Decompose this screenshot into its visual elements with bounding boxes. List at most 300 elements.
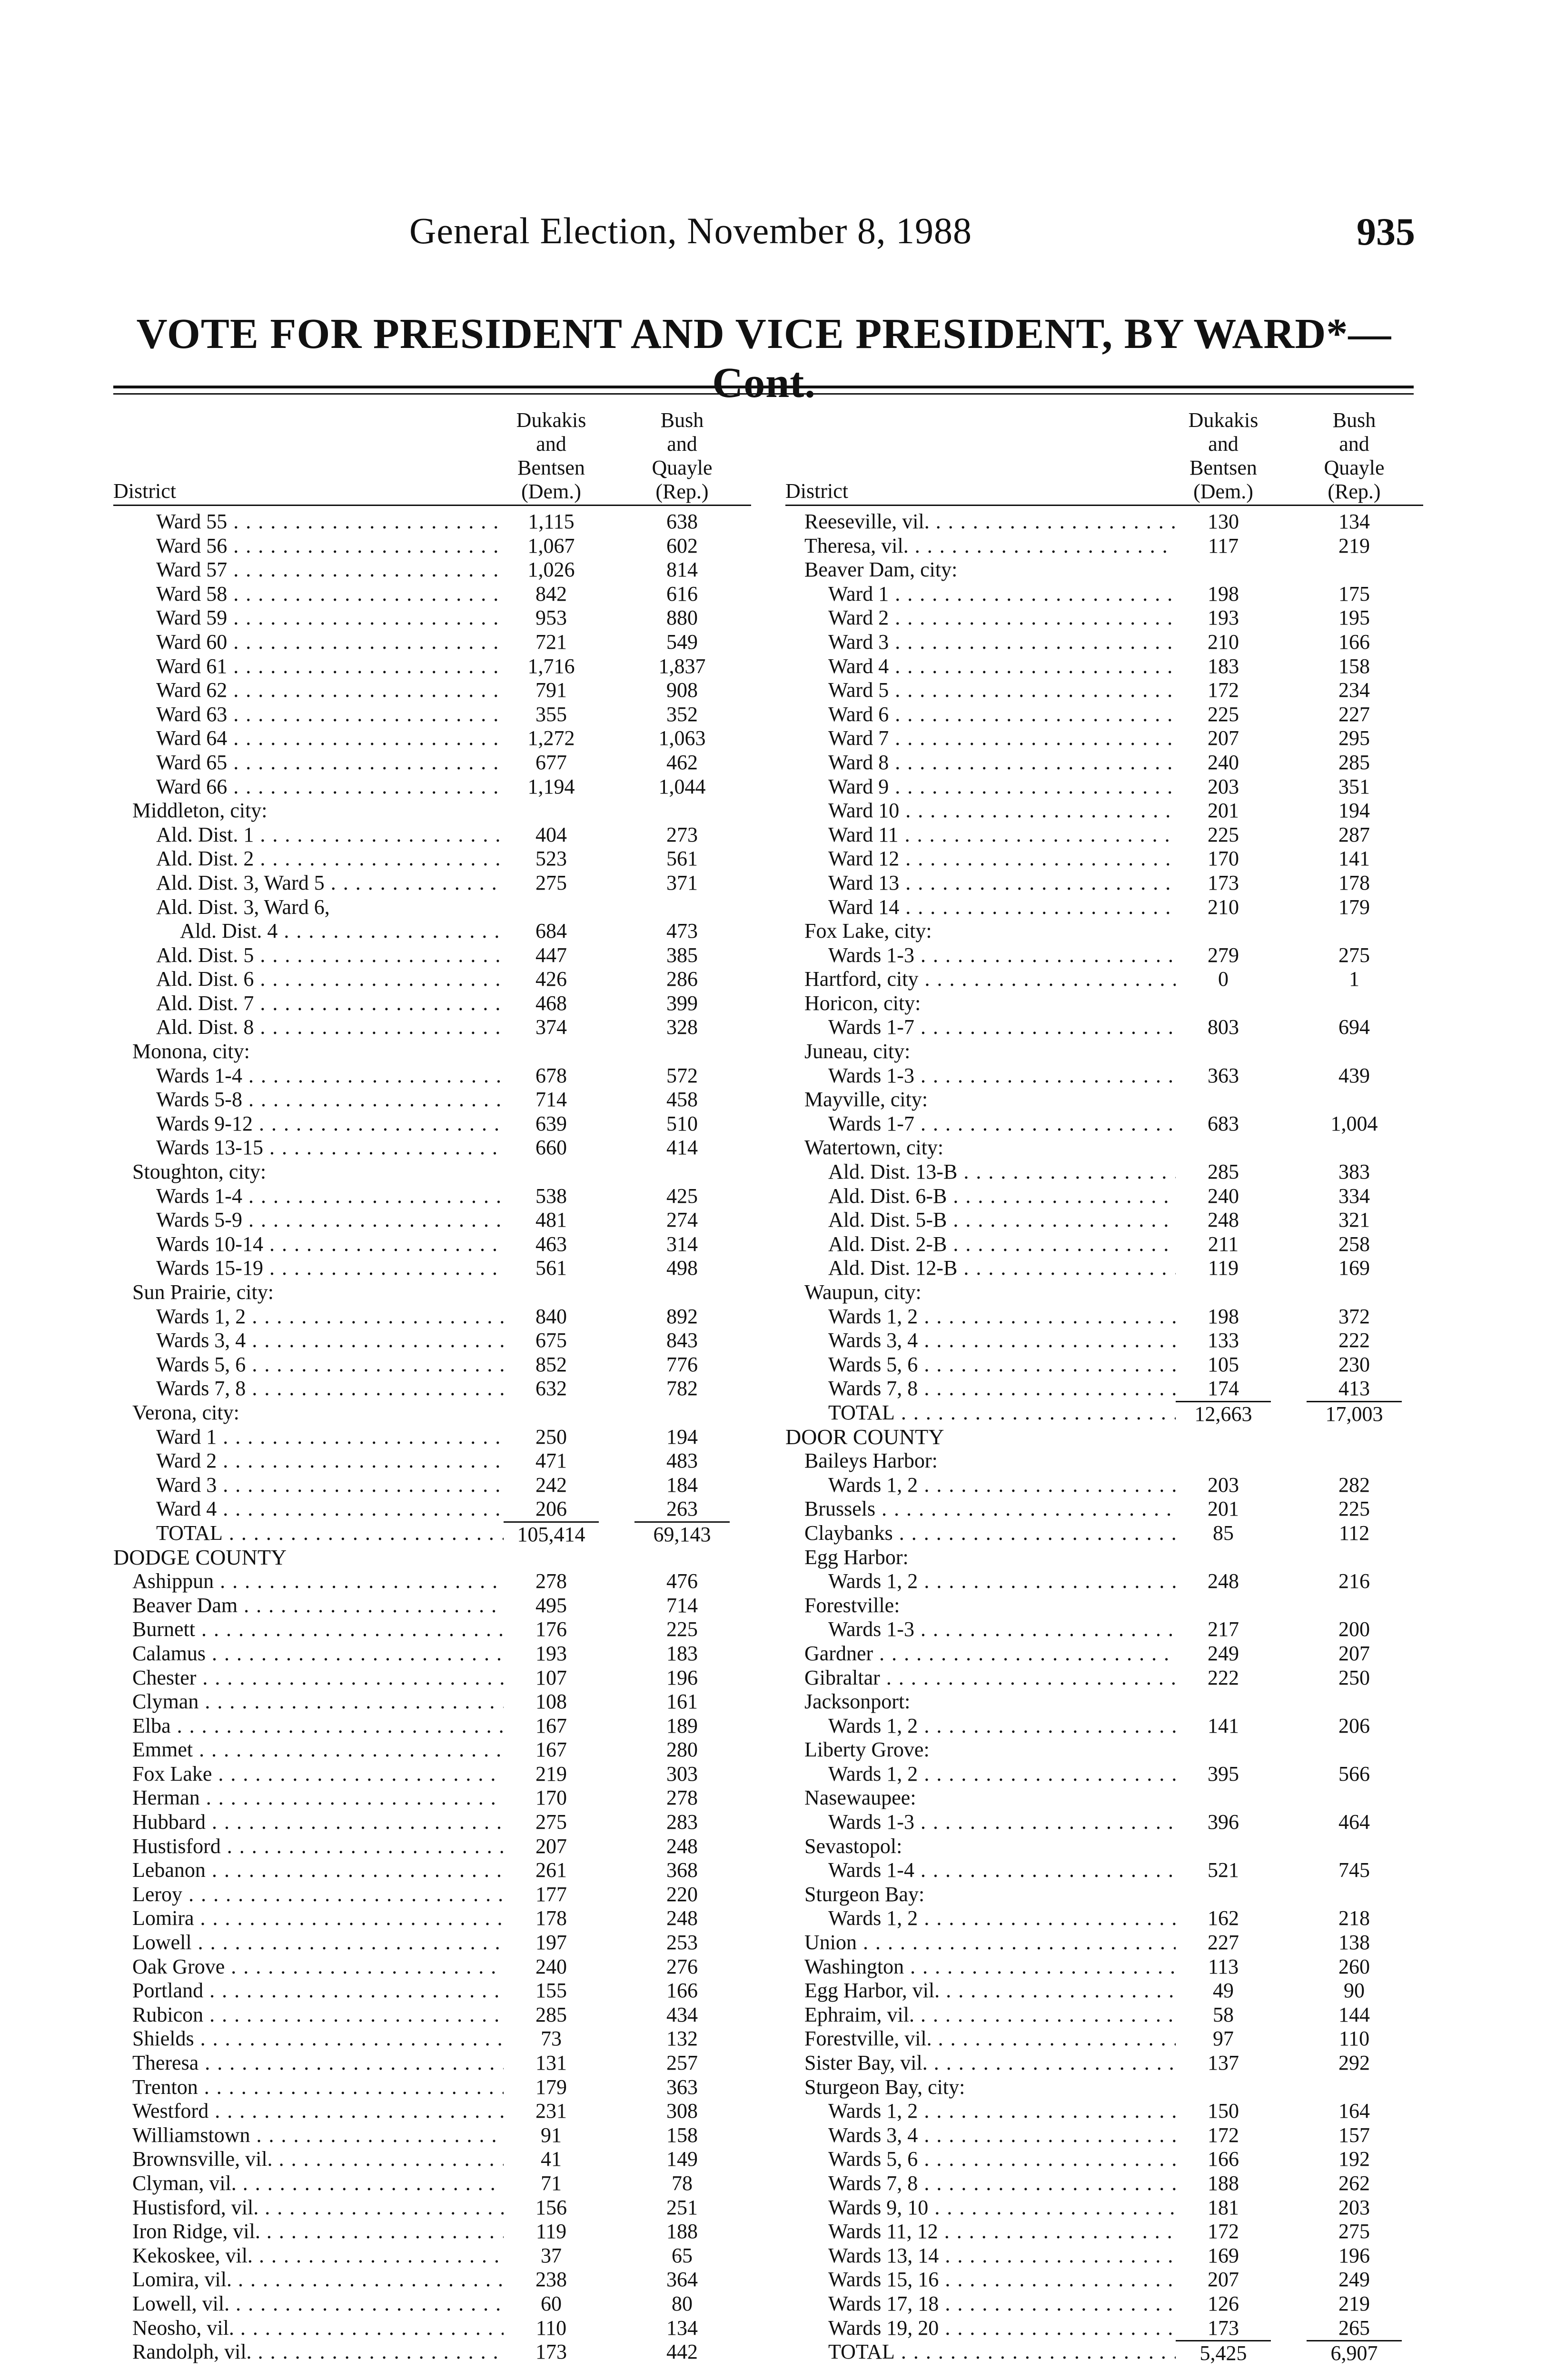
rep-votes: 1,044	[658, 774, 706, 798]
dem-votes: 791	[504, 678, 599, 703]
district-label: Oak Grove . . .	[113, 1955, 542, 1979]
table-row	[113, 582, 751, 606]
rep-votes: 616	[666, 582, 698, 605]
district-label: Ward 10 . . .	[785, 799, 1238, 823]
district-label: Ward 63 . . .	[113, 703, 565, 727]
rep-votes: 285	[1338, 750, 1370, 774]
table-row	[785, 2172, 1423, 2196]
table-row	[113, 919, 751, 943]
rep-votes: 273	[666, 823, 698, 846]
district-label: Lomira . . .	[113, 1906, 542, 1931]
table-row	[113, 1979, 751, 2003]
district-label: Williamstown . . .	[113, 2123, 542, 2148]
district-label: Watertown, city:	[804, 1136, 944, 1160]
district-label: Wards 1, 2 . . .	[113, 1305, 565, 1329]
district-label: Ald. Dist. 13-B . . .	[785, 1160, 1238, 1184]
subdivision-heading	[785, 1088, 1423, 1112]
district-label: Ashippun . . .	[113, 1569, 542, 1594]
dem-votes: 177	[504, 1883, 599, 1907]
table-row	[113, 654, 751, 679]
table-row	[113, 1305, 751, 1329]
total-row	[113, 1521, 751, 1546]
district-label: Wards 1-7 . . .	[785, 1112, 1238, 1136]
subdivision-heading	[785, 1690, 1423, 1714]
rep-votes: 368	[666, 1858, 698, 1882]
table-row	[785, 654, 1423, 679]
left-table-body	[113, 510, 751, 2364]
rep-votes: 230	[1338, 1352, 1370, 1376]
rep-votes: 321	[1338, 1208, 1370, 1232]
district-label: Ald. Dist. 12-B . . .	[785, 1256, 1238, 1280]
dem-votes: 278	[504, 1569, 599, 1594]
rep-votes: 1,837	[658, 654, 706, 678]
county-heading	[113, 1546, 751, 1570]
rep-votes: 287	[1338, 823, 1370, 846]
table-row	[785, 1955, 1423, 1979]
table-row	[785, 2316, 1423, 2340]
dem-votes: 119	[504, 2220, 599, 2244]
district-label: Wards 3, 4 . . .	[785, 1329, 1238, 1353]
district-label: Wards 5, 6 . . .	[785, 1353, 1238, 1377]
rep-votes: 498	[666, 1256, 698, 1280]
dem-votes: 105	[1176, 1353, 1271, 1377]
subdivision-heading	[785, 1883, 1423, 1907]
district-label: Monona, city:	[132, 1040, 250, 1063]
table-row	[113, 1353, 751, 1377]
dem-votes: 167	[504, 1738, 599, 1762]
rep-votes: 194	[666, 1425, 698, 1448]
table-row	[785, 1617, 1423, 1642]
dem-votes: 842	[504, 582, 599, 606]
dem-votes: 173	[1176, 2316, 1271, 2340]
dem-votes: 852	[504, 1353, 599, 1377]
district-label: Wards 9, 10 . . .	[785, 2196, 1238, 2220]
table-row	[113, 1617, 751, 1642]
rep-votes: 334	[1338, 1184, 1370, 1208]
rep-votes: 17,003	[1307, 1401, 1402, 1427]
table-row	[113, 630, 751, 654]
table-row	[785, 895, 1423, 920]
district-label: Reeseville, vil. . . .	[785, 510, 1214, 534]
rep-votes: 308	[666, 2099, 698, 2123]
rep-votes: 442	[666, 2340, 698, 2364]
table-row	[785, 847, 1423, 871]
district-label: Emmet . . .	[113, 1738, 542, 1762]
table-row	[113, 775, 751, 799]
dem-votes: 404	[504, 823, 599, 847]
rep-votes: 260	[1338, 1954, 1370, 1978]
district-label: Burnett . . .	[113, 1617, 542, 1642]
district-label: Ald. Dist. 5 . . .	[113, 943, 565, 968]
table-row	[113, 1762, 751, 1786]
table-row	[113, 1786, 751, 1810]
district-label: Ward 3 . . .	[113, 1473, 565, 1497]
dem-votes: 285	[504, 2003, 599, 2027]
table-row	[785, 2027, 1423, 2051]
district-label: Ward 58 . . .	[113, 582, 565, 606]
dem-votes: 250	[504, 1425, 599, 1449]
dem-votes: 58	[1176, 2003, 1271, 2027]
table-row	[113, 2172, 751, 2196]
table-row	[785, 967, 1423, 992]
table-row	[113, 1666, 751, 1690]
table-row	[113, 1112, 751, 1136]
rep-votes: 192	[1338, 2147, 1370, 2171]
dem-votes: 231	[504, 2099, 599, 2123]
table-row	[785, 775, 1423, 799]
rep-votes: 249	[1338, 2268, 1370, 2291]
district-label: Wards 10-14 . . .	[113, 1232, 565, 1257]
district-label: Wards 1, 2 . . .	[785, 1714, 1238, 1738]
table-row	[785, 1015, 1423, 1040]
rep-votes: 274	[666, 1208, 698, 1232]
rep-votes: 195	[1338, 606, 1370, 630]
district-label: Ward 55 . . .	[113, 510, 565, 534]
table-row	[113, 1497, 751, 1521]
district-label: Wards 7, 8 . . .	[785, 2172, 1238, 2196]
dem-votes: 91	[504, 2123, 599, 2148]
rep-votes: 1,063	[658, 726, 706, 750]
rep-votes: 413	[1338, 1377, 1370, 1400]
district-label: Forestville:	[804, 1593, 900, 1617]
rep-votes: 283	[666, 1810, 698, 1834]
district-label: Ward 57 . . .	[113, 558, 565, 582]
district-label: Ward 64 . . .	[113, 726, 565, 751]
district-label: Ward 56 . . .	[113, 534, 565, 558]
dem-votes: 279	[1176, 943, 1271, 968]
table-row	[785, 1521, 1423, 1546]
rep-votes: 371	[666, 871, 698, 894]
dem-votes: 110	[504, 2316, 599, 2340]
rep-votes: 179	[1338, 895, 1370, 919]
table-row	[113, 2340, 751, 2364]
dem-votes: 523	[504, 847, 599, 871]
rep-votes: 166	[1338, 630, 1370, 654]
table-row	[785, 726, 1423, 751]
rep-votes: 138	[1338, 1931, 1370, 1954]
district-label: Gardner . . .	[785, 1642, 1214, 1666]
right-table-body	[785, 510, 1423, 2364]
rep-votes: 207	[1338, 1641, 1370, 1665]
dem-votes: 181	[1176, 2196, 1271, 2220]
district-label: Ward 4 . . .	[113, 1497, 565, 1521]
subdivision-heading	[113, 1280, 751, 1305]
table-row	[113, 1906, 751, 1931]
dem-votes: 203	[1176, 775, 1271, 799]
district-label: Ward 13 . . .	[785, 871, 1238, 895]
district-label: Beaver Dam, city:	[804, 558, 958, 582]
rep-votes: 572	[666, 1063, 698, 1087]
district-label: TOTAL . . .	[785, 1401, 1238, 1425]
dem-votes: 105,414	[504, 1521, 599, 1547]
rep-votes: 385	[666, 943, 698, 967]
dem-votes: 172	[1176, 678, 1271, 703]
dem-votes: 240	[1176, 1184, 1271, 1209]
district-label: Wards 11, 12 . . .	[785, 2220, 1238, 2244]
rep-votes: 184	[666, 1473, 698, 1497]
district-label: Nasewaupee:	[804, 1786, 916, 1810]
rep-votes: 134	[1338, 510, 1370, 533]
table-row	[113, 2244, 751, 2268]
dem-votes: 130	[1176, 510, 1271, 534]
district-label: Fox Lake, city:	[804, 919, 932, 943]
rep-votes: 234	[1338, 678, 1370, 702]
table-row	[113, 1858, 751, 1883]
dem-votes: 481	[504, 1208, 599, 1232]
subdivision-heading	[113, 1160, 751, 1184]
district-label: Claybanks . . .	[785, 1521, 1214, 1546]
table-row	[785, 582, 1423, 606]
table-row	[785, 2268, 1423, 2292]
rep-votes: 78	[672, 2171, 693, 2195]
district-label: Wards 5, 6 . . .	[785, 2147, 1238, 2172]
table-row	[113, 703, 751, 727]
rep-votes: 276	[666, 1954, 698, 1978]
table-row	[113, 1088, 751, 1112]
rep-votes: 483	[666, 1449, 698, 1473]
subdivision-heading	[113, 1401, 751, 1425]
rep-votes: 372	[1338, 1304, 1370, 1328]
table-row	[785, 1064, 1423, 1088]
dem-votes: 0	[1176, 967, 1271, 992]
rep-votes: 638	[666, 510, 698, 533]
dem-votes: 12,663	[1176, 1401, 1271, 1427]
dem-votes: 275	[504, 1810, 599, 1835]
total-row	[785, 1401, 1423, 1425]
district-label: Ward 2 . . .	[785, 606, 1238, 630]
dem-votes: 675	[504, 1329, 599, 1353]
table-row	[785, 1714, 1423, 1738]
rep-votes: 149	[666, 2147, 698, 2171]
table-row	[113, 1232, 751, 1257]
subdivision-heading	[785, 1835, 1423, 1859]
dem-votes: 201	[1176, 799, 1271, 823]
rep-votes: 476	[666, 1569, 698, 1593]
dem-votes: 1,194	[504, 775, 599, 799]
district-label: Theresa, vil. . . .	[785, 534, 1214, 558]
dem-votes: 249	[1176, 1642, 1271, 1666]
dem-votes: 396	[1176, 1810, 1271, 1835]
subdivision-heading	[113, 895, 751, 920]
district-label: Verona, city:	[132, 1400, 239, 1424]
district-label: Ald. Dist. 1 . . .	[113, 823, 565, 847]
table-row	[785, 751, 1423, 775]
dem-votes: 131	[504, 2051, 599, 2075]
table-row	[785, 799, 1423, 823]
rep-votes: 219	[1338, 2291, 1370, 2315]
table-row	[113, 558, 751, 582]
district-label: Ald. Dist. 4 . . .	[113, 919, 589, 943]
dem-votes: 678	[504, 1064, 599, 1088]
rep-votes: 561	[666, 847, 698, 871]
table-row	[785, 1497, 1423, 1521]
district-label: Wards 17, 18 . . .	[785, 2292, 1238, 2316]
table-row	[785, 1305, 1423, 1329]
district-label: Ephraim, vil. . . .	[785, 2003, 1214, 2027]
district-label: Ald. Dist. 3, Ward 5 . . .	[113, 871, 565, 895]
rep-votes: 549	[666, 630, 698, 654]
district-label: Hartford, city . . .	[785, 967, 1214, 992]
rep-votes: 141	[1338, 847, 1370, 871]
district-label: Wards 1-4 . . .	[113, 1064, 565, 1088]
table-row	[113, 1569, 751, 1594]
rep-votes: 776	[666, 1352, 698, 1376]
table-row	[113, 1835, 751, 1859]
district-label: Sister Bay, vil. . . .	[785, 2051, 1214, 2075]
table-row	[113, 1064, 751, 1088]
district-label: Calamus . . .	[113, 1642, 542, 1666]
table-row	[785, 606, 1423, 630]
district-label: Leroy . . .	[113, 1883, 542, 1907]
dem-votes: 41	[504, 2147, 599, 2172]
district-label: Jacksonport:	[804, 1690, 911, 1714]
table-row	[785, 2220, 1423, 2244]
district-label: Wards 1-3 . . .	[785, 1617, 1238, 1642]
rep-votes: 473	[666, 919, 698, 943]
page-number: 935	[1357, 210, 1415, 253]
district-label: Wards 3, 4 . . .	[113, 1329, 565, 1353]
table-row	[785, 2147, 1423, 2172]
rep-votes: 203	[1338, 2195, 1370, 2219]
subdivision-heading	[785, 1449, 1423, 1473]
table-row	[113, 2268, 751, 2292]
table-row	[113, 1015, 751, 1040]
dem-votes: 97	[1176, 2027, 1271, 2051]
table-row	[785, 1979, 1423, 2003]
dem-votes: 155	[504, 1979, 599, 2003]
rep-votes: 225	[1338, 1497, 1370, 1521]
dem-votes: 113	[1176, 1955, 1271, 1979]
dem-votes: 174	[1176, 1377, 1271, 1401]
district-label: Ald. Dist. 7 . . .	[113, 992, 565, 1016]
rep-votes: 161	[666, 1690, 698, 1714]
district-label: Washington . . .	[785, 1955, 1214, 1979]
table-row	[785, 1256, 1423, 1280]
table-row	[785, 2196, 1423, 2220]
table-row	[785, 510, 1423, 534]
dem-votes: 211	[1176, 1232, 1271, 1257]
district-label: Wards 1-3 . . .	[785, 1810, 1238, 1835]
dem-votes: 203	[1176, 1473, 1271, 1497]
dem-votes: 677	[504, 751, 599, 775]
district-label: Randolph, vil. . . .	[113, 2340, 542, 2364]
dem-votes: 207	[1176, 2268, 1271, 2292]
district-label: Herman . . .	[113, 1786, 542, 1810]
district-label: Wards 1, 2 . . .	[785, 1473, 1238, 1497]
district-label: Portland . . .	[113, 1979, 542, 2003]
table-row	[785, 1473, 1423, 1497]
district-label: Ward 8 . . .	[785, 751, 1238, 775]
table-row	[785, 1642, 1423, 1666]
dem-votes: 207	[504, 1835, 599, 1859]
district-label: Ward 60 . . .	[113, 630, 565, 654]
top-rule	[113, 386, 1414, 388]
table-row	[785, 2244, 1423, 2268]
dem-votes: 198	[1176, 1305, 1271, 1329]
rep-votes: 694	[1338, 1015, 1370, 1039]
dem-votes: 248	[1176, 1208, 1271, 1232]
table-row	[785, 2003, 1423, 2027]
district-label: Ald. Dist. 8 . . .	[113, 1015, 565, 1040]
district-label: Chester . . .	[113, 1666, 542, 1690]
district-label: Wards 5, 6 . . .	[113, 1353, 565, 1377]
district-label: Ald. Dist. 6 . . .	[113, 967, 565, 992]
table-row	[785, 943, 1423, 968]
dem-votes: 395	[1176, 1762, 1271, 1786]
table-row	[113, 1955, 751, 1979]
district-label: Ward 59 . . .	[113, 606, 565, 630]
rep-votes: 383	[1338, 1160, 1370, 1184]
rep-votes: 464	[1338, 1810, 1370, 1834]
dem-votes: 206	[504, 1497, 599, 1521]
dem-votes: 803	[1176, 1015, 1271, 1040]
subdivision-heading	[785, 1546, 1423, 1570]
district-label: Wards 5-9 . . .	[113, 1208, 565, 1232]
table-row	[785, 1329, 1423, 1353]
table-row	[113, 1883, 751, 1907]
district-label: Neosho, vil. . . .	[113, 2316, 542, 2340]
dem-votes: 219	[504, 1762, 599, 1786]
table-row	[113, 1449, 751, 1473]
dem-votes: 85	[1176, 1521, 1271, 1546]
rep-votes: 364	[666, 2268, 698, 2291]
dem-votes: 261	[504, 1858, 599, 1883]
rep-votes: 65	[672, 2243, 693, 2267]
table-row	[785, 678, 1423, 703]
district-label: TOTAL . . .	[785, 2340, 1238, 2364]
dem-votes: 225	[1176, 703, 1271, 727]
total-row	[785, 2340, 1423, 2364]
district-label: Theresa . . .	[113, 2051, 542, 2075]
dem-votes: 108	[504, 1690, 599, 1714]
dem-votes: 197	[504, 1931, 599, 1955]
dem-votes: 447	[504, 943, 599, 968]
dem-votes: 468	[504, 992, 599, 1016]
dem-votes: 1,115	[504, 510, 599, 534]
rep-votes: 196	[666, 1666, 698, 1689]
dem-votes: 632	[504, 1377, 599, 1401]
district-label: Wards 13, 14 . . .	[785, 2244, 1238, 2268]
table-row	[113, 1714, 751, 1738]
district-label: Ward 62 . . .	[113, 678, 565, 703]
dem-votes: 119	[1176, 1256, 1271, 1280]
rep-votes: 183	[666, 1641, 698, 1665]
rep-votes: 566	[1338, 1762, 1370, 1785]
subdivision-heading	[785, 1040, 1423, 1064]
dem-votes: 1,026	[504, 558, 599, 582]
district-label: Waupun, city:	[804, 1280, 922, 1304]
table-row	[113, 823, 751, 847]
dem-votes: 5,425	[1176, 2340, 1271, 2366]
district-label: Fox Lake . . .	[113, 1762, 542, 1786]
table-row	[113, 1425, 751, 1449]
table-row	[113, 1642, 751, 1666]
dem-votes: 463	[504, 1232, 599, 1257]
rep-votes: 188	[666, 2220, 698, 2243]
subdivision-heading	[785, 558, 1423, 582]
district-header: District	[113, 479, 176, 503]
dem-votes: 363	[1176, 1064, 1271, 1088]
table-row	[113, 871, 751, 895]
table-row	[113, 2316, 751, 2340]
rep-votes: 134	[666, 2316, 698, 2340]
district-label: Ward 5 . . .	[785, 678, 1238, 703]
district-label: Shields . . .	[113, 2027, 542, 2051]
rep-votes: 132	[666, 2027, 698, 2051]
dem-votes: 73	[504, 2027, 599, 2051]
rep-votes: 745	[1338, 1858, 1370, 1882]
rep-votes: 248	[666, 1906, 698, 1930]
